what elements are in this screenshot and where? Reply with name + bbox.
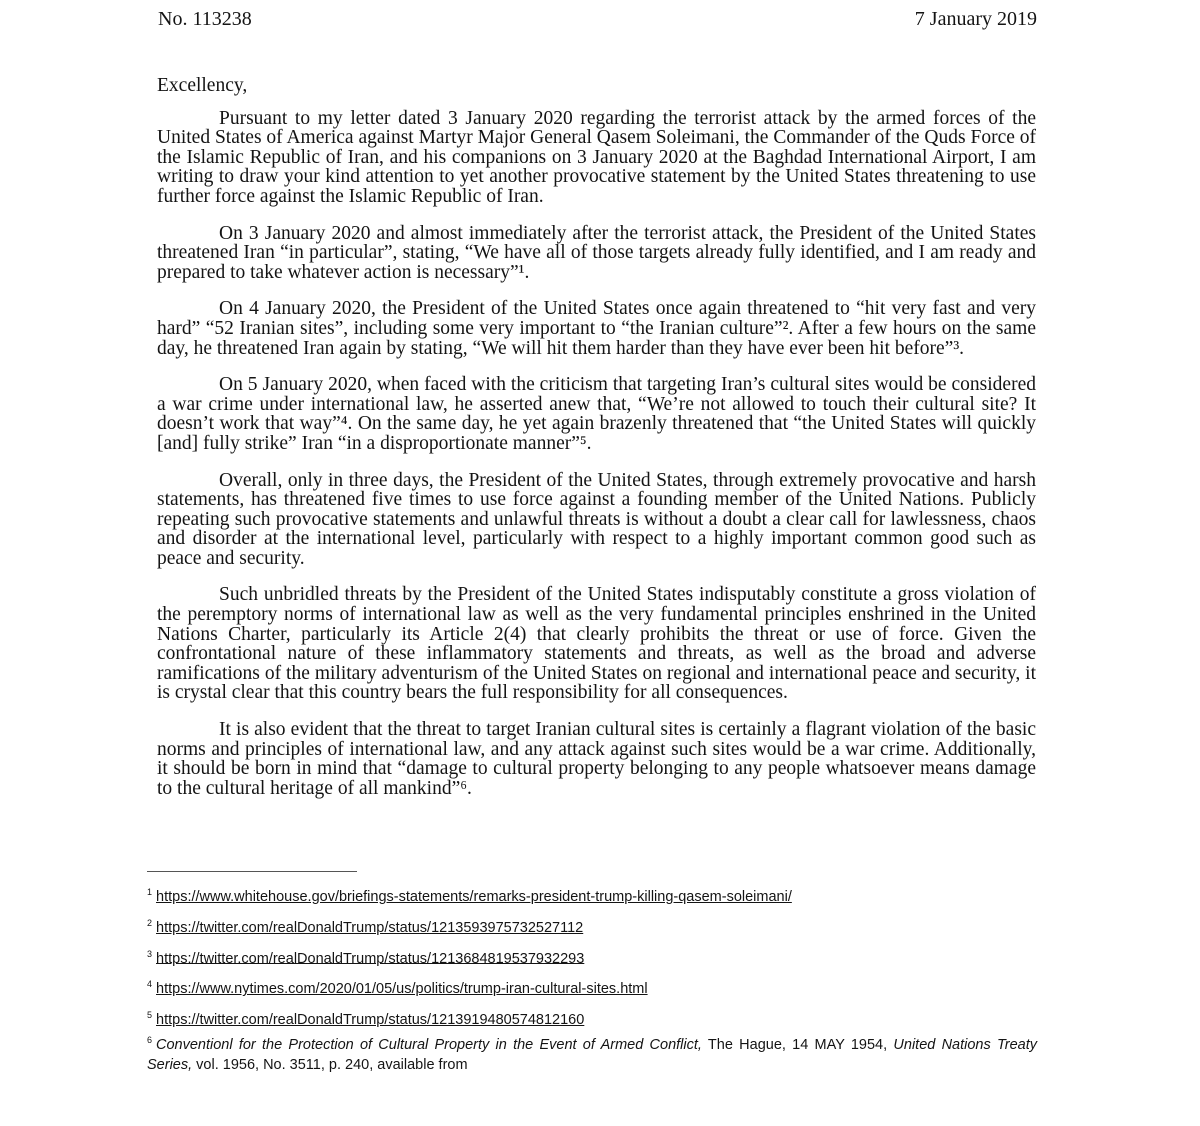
footnote-link[interactable]: https://twitter.com/realDonaldTrump/status/1213593975732527112 bbox=[156, 919, 584, 936]
footnote-link[interactable]: https://www.nytimes.com/2020/01/05/us/politics/trump-iran-cultural-sites.html bbox=[156, 981, 648, 998]
treaty-series: United Nations Treaty Series, bbox=[147, 1036, 1037, 1073]
footnote-number: 3 bbox=[147, 948, 153, 959]
reference-number: No. 113238 bbox=[158, 8, 252, 30]
footnote-number: 4 bbox=[147, 979, 153, 990]
footnote-number: 1 bbox=[147, 887, 153, 897]
footnote-item bbox=[147, 976, 1037, 997]
footnote-item bbox=[147, 946, 1037, 967]
footnote-item bbox=[147, 915, 1037, 936]
footnote-link[interactable]: https://twitter.com/realDonaldTrump/status/1213684819537932293 bbox=[156, 950, 585, 967]
paragraph: Overall, only in three days, the President of the United States, through extremely provocative and harsh statements, has threatened five times to use force against a founding member of the United Nations. Publicly repeating such provocative statements and unlawful threats is without a doubt a clear call for lawlessness, chaos and disorder at the international level, particularly with respect to a highly important common good such as peace and security. bbox=[157, 469, 1036, 569]
salutation: Excellency, bbox=[157, 75, 248, 96]
footnote-link[interactable]: https://www.whitehouse.gov/briefings-statements/remarks-president-trump-killing-qasem-soleimani/ bbox=[156, 888, 792, 905]
letter-date: 7 January 2019 bbox=[914, 8, 1037, 30]
letter-body bbox=[157, 76, 1036, 815]
citation-place-date: The Hague, 14 MAY 1954, bbox=[701, 1036, 894, 1053]
footnote-number: 2 bbox=[147, 917, 153, 928]
footnote-link[interactable]: https://twitter.com/realDonaldTrump/status/1213919480574812160 bbox=[156, 1012, 585, 1029]
paragraph: Pursuant to my letter dated 3 January 2020 regarding the terrorist attack by the armed forces of the United States of America against Martyr Major General Qasem Soleimani, the Commander of the Quds Force of the Islamic Republic of Iran, and his companions on 3 January 2020 at the Baghdad International Airport, I am writing to draw your kind attention to yet another provocative statement by the United States threatening to use further force against the Islamic Republic of Iran. bbox=[157, 107, 1036, 207]
citation-volume: vol. 1956, No. 3511, p. 240, available from bbox=[192, 1056, 468, 1073]
footnote-number: 6 bbox=[147, 1035, 153, 1046]
footnotes bbox=[147, 884, 1037, 1085]
paragraph: On 4 January 2020, the President of the United States once again threatened to “hit very fast and very hard” “52 Iranian sites”, including some very important to “the Iranian culture”². After a few hours on the same day, he threatened Iran again by stating, “We will hit them harder than they have ever been hit before”³. bbox=[157, 298, 1036, 359]
paragraph: It is also evident that the threat to target Iranian cultural sites is certainly a flagrant violation of the basic norms and principles of international law, and any attack against such sites would be a war crime. Additionally, it should be born in mind that “damage to cultural property belonging to any people whatsoever means damage to the cultural heritage of all mankind”⁶. bbox=[157, 719, 1036, 799]
convention-title: Conventionl for the Protection of Cultural Property in the Event of Armed Conflict, bbox=[156, 1036, 702, 1053]
footnote-divider bbox=[147, 871, 357, 872]
footnote-item bbox=[147, 884, 1037, 905]
footnote-number: 5 bbox=[147, 1010, 153, 1021]
paragraph: On 3 January 2020 and almost immediately after the terrorist attack, the President of the United States threatened Iran “in particular”, stating, “We have all of those targets already fully identified, and I am ready and prepared to take whatever action is necessary”¹. bbox=[157, 222, 1036, 283]
paragraph: On 5 January 2020, when faced with the criticism that targeting Iran’s cultural sites would be considered a war crime under international law, he asserted anew that, “We’re not allowed to touch their cultural site? It doesn’t work that way”⁴. On the same day, he yet again brazenly threatened that “the United States will quickly [and] fully strike” Iran “in a disproportionate manner”⁵. bbox=[157, 374, 1036, 454]
footnote-citation bbox=[147, 1030, 1037, 1075]
paragraph: Such unbridled threats by the President of the United States indisputably constitute a gross violation of the peremptory norms of international law as well as the very fundamental principles enshrined in the United Nations Charter, particularly its Article 2(4) that clearly prohibits the threat or use of force. Given the confrontational nature of these inflammatory statements and threats, as well as the broad and adverse ramifications of the military adventurism of the United States on regional and international peace and security, it is crystal clear that this country bears the full responsibility for all consequences. bbox=[157, 584, 1036, 704]
footnote-item bbox=[147, 1007, 1037, 1028]
